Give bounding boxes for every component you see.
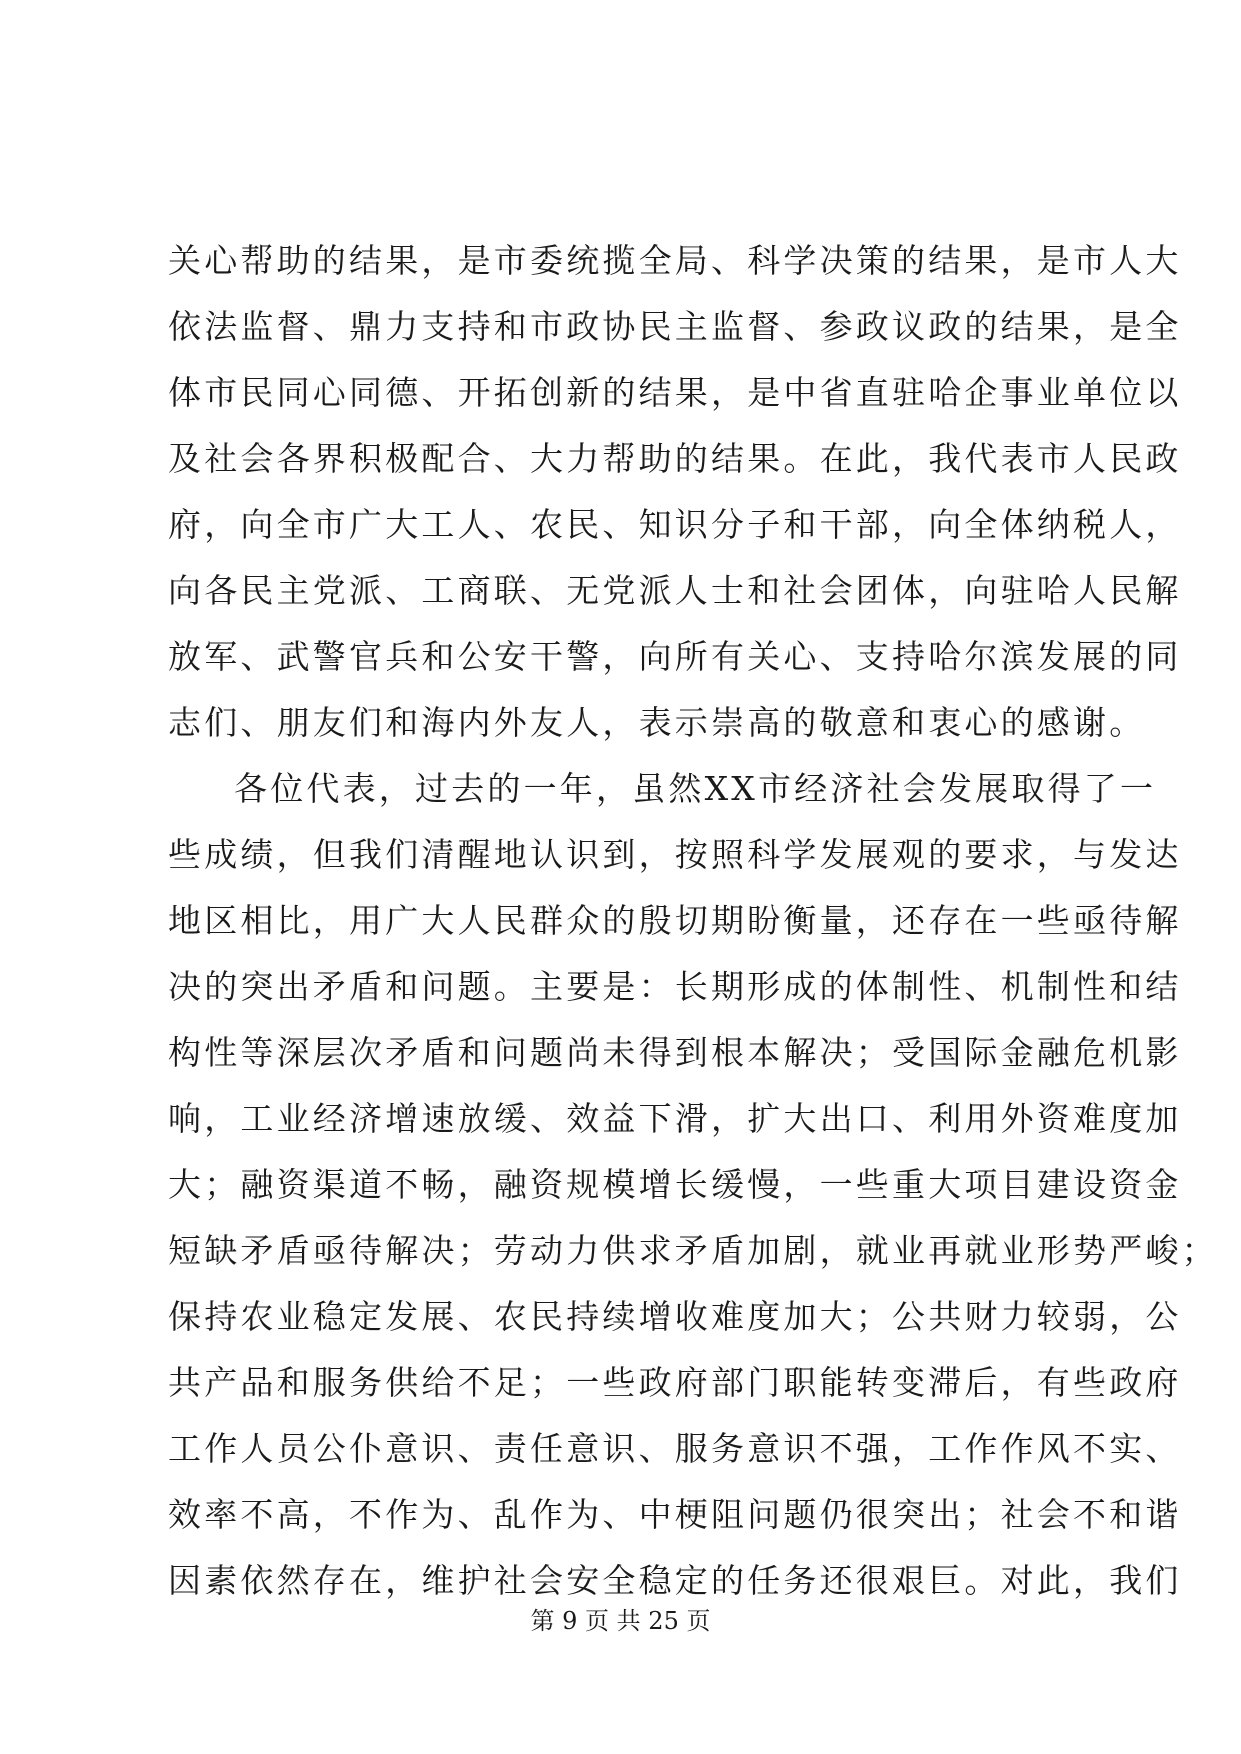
text-line: 些成绩，但我们清醒地认识到，按照科学发展观的要求，与发达 [168,835,1182,874]
text-line: 效率不高，不作为、乱作为、中梗阻问题仍很突出；社会不和谐 [168,1495,1182,1534]
text-line: 依法监督、鼎力支持和市政协民主监督、参政议政的结果，是全 [168,307,1182,346]
text-line: 体市民同心同德、开拓创新的结果，是中省直驻哈企事业单位以 [168,373,1182,412]
text-line: 保持农业稳定发展、农民持续增收难度加大；公共财力较弱，公 [168,1297,1182,1336]
text-line: 大；融资渠道不畅，融资规模增长缓慢，一些重大项目建设资金 [168,1165,1182,1204]
text-line: 决的突出矛盾和问题。主要是：长期形成的体制性、机制性和结 [168,967,1182,1006]
text-line: 工作人员公仆意识、责任意识、服务意识不强，工作作风不实、 [168,1429,1182,1468]
body-text [168,228,1218,1614]
text-line: 府，向全市广大工人、农民、知识分子和干部，向全体纳税人， [168,505,1182,544]
text-line: 及社会各界积极配合、大力帮助的结果。在此，我代表市人民政 [168,439,1182,478]
paragraph-start-line: 各位代表，过去的一年，虽然XX市经济社会发展取得了一 [234,769,1157,808]
text-line: 放军、武警官兵和公安干警，向所有关心、支持哈尔滨发展的同 [168,637,1182,676]
text-line: 向各民主党派、工商联、无党派人士和社会团体，向驻哈人民解 [168,571,1182,610]
text-line: 共产品和服务供给不足；一些政府部门职能转变滞后，有些政府 [168,1363,1182,1402]
text-line: 志们、朋友们和海内外友人，表示崇高的敬意和衷心的感谢。 [168,703,1146,742]
page-number-footer: 第 9 页 共 25 页 [530,1607,711,1635]
text-line: 构性等深层次矛盾和问题尚未得到根本解决；受国际金融危机影 [168,1033,1182,1072]
text-line: 关心帮助的结果，是市委统揽全局、科学决策的结果，是市人大 [168,241,1182,280]
text-line: 地区相比，用广大人民群众的殷切期盼衡量，还存在一些亟待解 [168,901,1182,940]
text-line: 因素依然存在，维护社会安全稳定的任务还很艰巨。对此，我们 [168,1561,1182,1600]
text-line: 短缺矛盾亟待解决；劳动力供求矛盾加剧，就业再就业形势严峻； [168,1231,1218,1270]
text-line: 响，工业经济增速放缓、效益下滑，扩大出口、利用外资难度加 [168,1099,1182,1138]
